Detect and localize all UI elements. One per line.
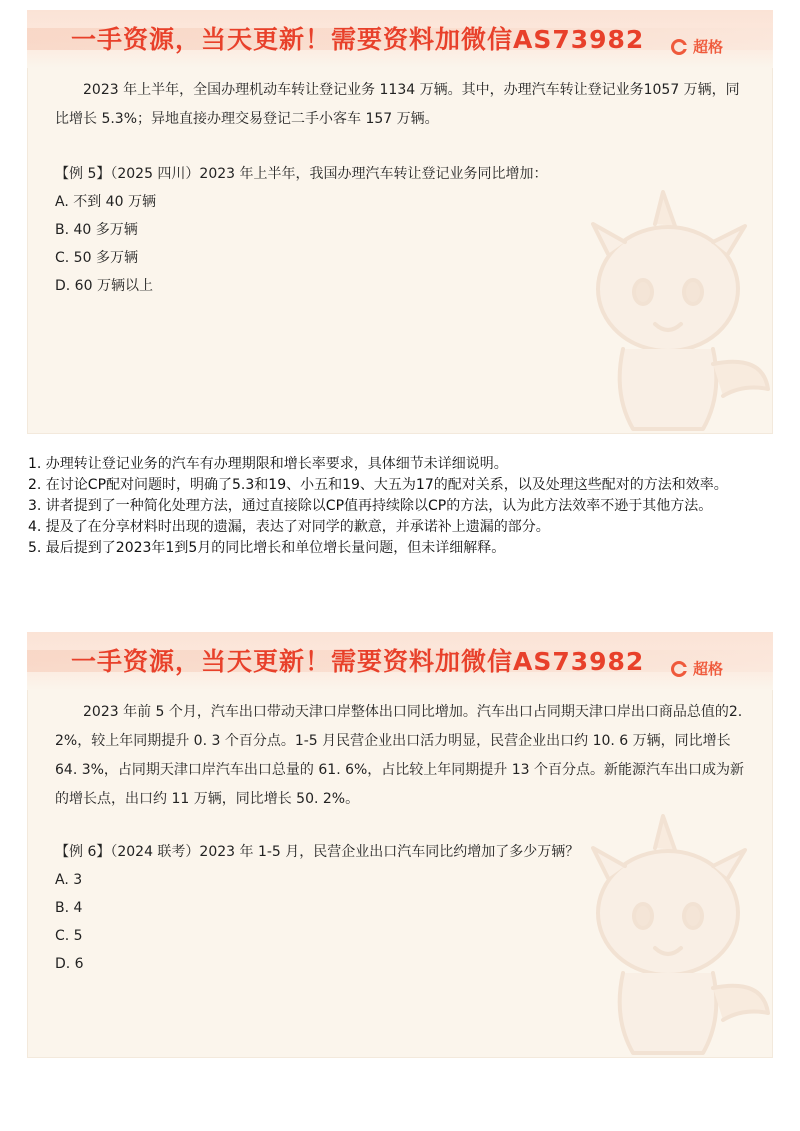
brand-logo: [671, 36, 723, 57]
option-c: C. 50 多万辆: [55, 250, 138, 266]
option-c: C. 5: [55, 928, 83, 944]
question-stem: 【例 5】（2025 四川）2023 年上半年，我国办理汽车转让登记业务同比增加：: [55, 166, 548, 182]
option-b: B. 4: [55, 900, 83, 916]
brand-name: 超格: [692, 38, 723, 56]
banner-text: 一手资源，当天更新！需要资料加微信AS73982: [71, 647, 645, 676]
summary-notes: [28, 454, 776, 559]
note-item: 2. 在讨论CP配对问题时，明确了5.3和19、小五和19、大五为17的配对关系，以及处理这些配对的方法和效率。: [28, 477, 728, 493]
option-b: B. 40 多万辆: [55, 222, 138, 238]
top-banner: [27, 632, 773, 690]
top-banner: [27, 10, 773, 68]
option-d: D. 60 万辆以上: [55, 278, 153, 294]
brand-logo: [671, 658, 723, 679]
question-block: [55, 838, 751, 978]
note-item: 3. 讲者提到了一种简化处理方法，通过直接除以CP值再持续除以CP的方法，认为此方法效率不逊于其他方法。: [28, 498, 713, 514]
question-card-2: [27, 632, 773, 1058]
passage-text: 2023 年上半年，全国办理机动车转让登记业务 1134 万辆。其中，办理汽车转让登记业务1057 万辆，同比增长 5.3%；异地直接办理交易登记二手小客车 157 万辆。: [55, 82, 740, 127]
question-card-1: [27, 10, 773, 434]
brand-logo-icon: [671, 39, 687, 55]
question-stem: 【例 6】（2024 联考）2023 年 1-5 月，民营企业出口汽车同比约增加了多少万辆？: [55, 844, 580, 860]
note-item: 4. 提及了在分享材料时出现的遗漏，表达了对同学的歉意，并承诺补上遗漏的部分。: [28, 519, 550, 535]
note-item: 1. 办理转让登记业务的汽车有办理期限和增长率要求，具体细节未详细说明。: [28, 456, 508, 472]
passage-text: 2023 年前 5 个月，汽车出口带动天津口岸整体出口同比增加。汽车出口占同期天津口岸出口商品总值的2. 2%，较上年同期提升 0. 3 个百分点。1-5 月民营企业出口活力明显，民营企业出口约 10. 6 万辆，同比增长 64. 3%，占同期天津口岸汽车出口总量的 61. 6%，占比较上年同期提升 13 个百分点。新能源汽车出口成为新的增长点，出口约 11 万辆，同比增长 50. 2%。: [55, 704, 745, 807]
option-a: A. 3: [55, 872, 83, 888]
option-d: D. 6: [55, 956, 84, 972]
brand-logo-icon: [671, 661, 687, 677]
note-item: 5. 最后提到了2023年1到5月的同比增长和单位增长量问题，但未详细解释。: [28, 540, 506, 556]
question-block: [55, 160, 751, 300]
banner-text: 一手资源，当天更新！需要资料加微信AS73982: [71, 25, 645, 54]
option-a: A. 不到 40 万辆: [55, 194, 156, 210]
brand-name: 超格: [692, 660, 723, 678]
